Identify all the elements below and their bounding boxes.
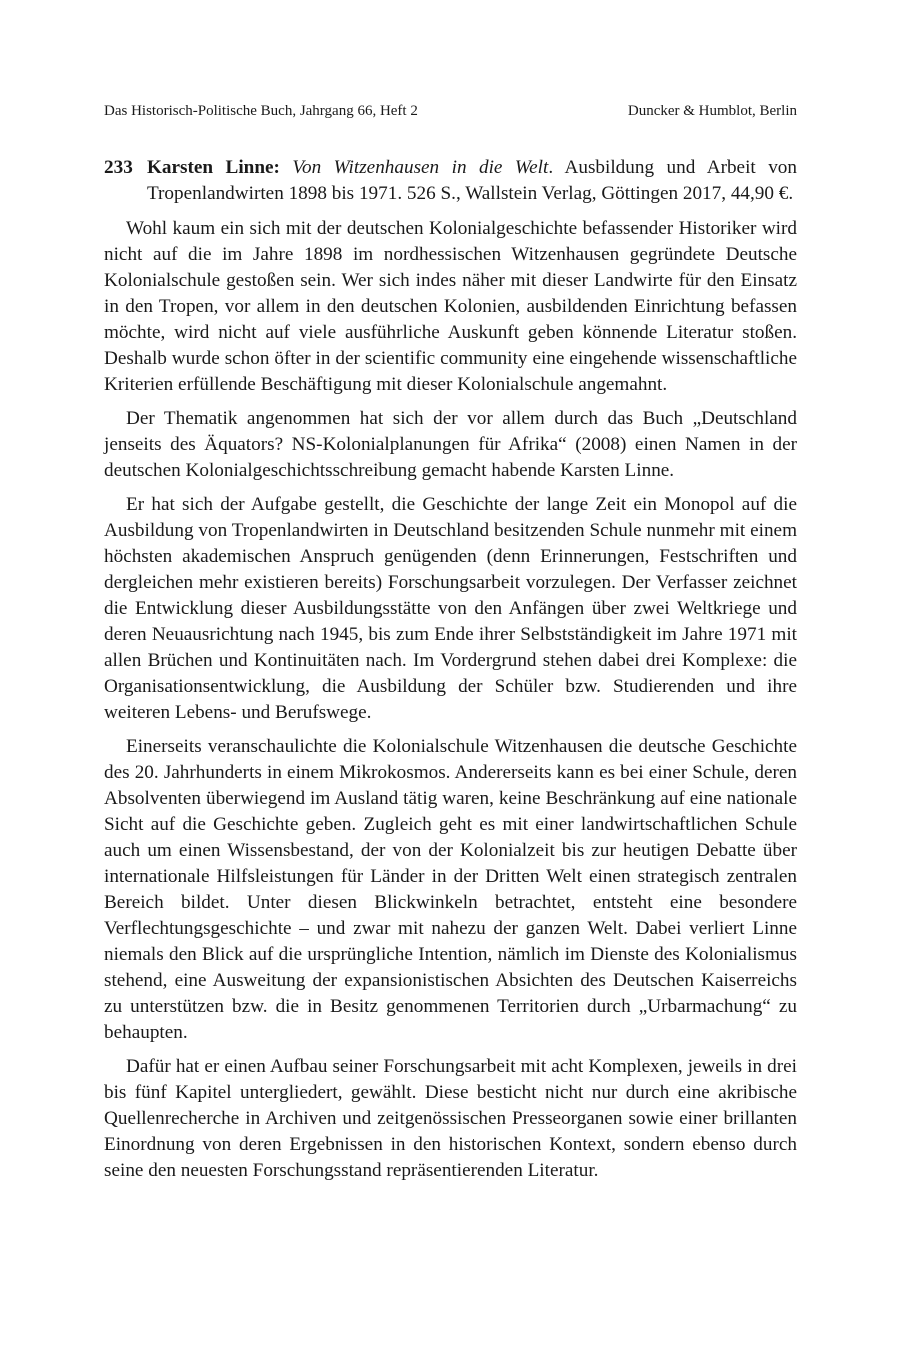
entry-author: Karsten Linne: xyxy=(147,157,280,178)
paragraph-3: Er hat sich der Aufgabe gestellt, die Geschichte der lange Zeit ein Monopol auf die Ausbildung von Tropenlandwirten in Deutschland besitzenden Schule nunmehr mit einem höchsten akademischen Anspruch genügenden (denn Erinnerungen, Festschriften und dergleichen mehr existieren bereits) Forschungsarbeit vorzulegen. Der Verfasser zeichnet die Entwicklung dieser Ausbildungsstätte von den Anfängen über zwei Weltkriege und deren Neuausrichtung nach 1945, bis zum Ende ihrer Selbstständigkeit im Jahre 1971 mit allen Brüchen und Kontinuitäten nach. Im Vordergrund stehen dabei drei Komplexe: die Organisationsentwicklung, die Ausbildung der Schüler bzw. Studierenden und ihre weiteren Lebens- und Berufswege. xyxy=(104,494,797,723)
entry-number: 233 xyxy=(104,157,133,178)
paragraph-2: Der Thematik angenommen hat sich der vor allem durch das Buch „Deutschland jenseits des Äquators? NS-Kolonialplanungen für Afrika“ (2008) einen Namen in der deutschen Kolonialgeschichtsschreibung gemacht habende Karsten Linne. xyxy=(104,408,797,481)
entry-details: . Ausbildung und Arbeit von Tropenlandwirten 1898 bis 1971. 526 S., Wallstein Verlag, Göttingen 2017, 44,90 €. xyxy=(147,157,797,204)
publisher: Duncker & Humblot, Berlin xyxy=(627,103,797,119)
paragraph-4: Einerseits veranschaulichte die Kolonialschule Witzenhausen die deutsche Geschichte des 20. Jahrhunderts in einem Mikrokosmos. Andererseits kann es bei einer Schule, deren Absolventen überwiegend im Ausland tätig waren, keine Beschränkung auf eine nationale Sicht auf die Geschichte geben. Zugleich geht es mit einer landwirtschaftlichen Schule auch um einen Wissensbestand, der von der Kolonialzeit bis zur heutigen Debatte über internationale Hilfsleistungen für Länder in der Dritten Welt einen strategisch zentralen Bereich bildet. Unter diesen Blickwinkeln betrachtet, entsteht eine besondere Verflechtungsgeschichte – und zwar mit nahezu der ganzen Welt. Dabei verliert Linne niemals den Blick auf die ursprüngliche Intention, nämlich im Dienste des Kolonialismus stehend, eine Ausweitung der expansionistischen Absichten des Deutschen Kaiserreichs zu unterstützen bzw. die in Besitz genommenen Territorien durch „Urbarmachung“ zu behaupten. xyxy=(104,736,797,1043)
entry-title: Von Witzenhausen in die Welt xyxy=(292,157,549,178)
review-entry xyxy=(104,155,797,1192)
paragraph-5: Dafür hat er einen Aufbau seiner Forschungsarbeit mit acht Komplexen, jeweils in drei bis fünf Kapitel untergliedert, gewählt. Diese besticht nicht nur durch eine akribische Quellenrecherche in Archiven und zeitgenössischen Presseorganen sowie einer brillanten Einordnung von deren Ergebnissen in den historischen Kontext, sondern ebenso durch seine den neuesten Forschungsstand repräsentierenden Literatur. xyxy=(104,1056,797,1181)
running-header xyxy=(104,101,797,121)
entry-heading xyxy=(104,155,797,207)
paragraph-1: Wohl kaum ein sich mit der deutschen Kolonialgeschichte befassender Historiker wird nicht auf die im Jahre 1898 im nordhessischen Witzenhausen gegründete Deutsche Kolonialschule gestoßen sein. Wer sich indes näher mit dieser Landwirte für den Einsatz in den Tropen, vor allem in den deutschen Kolonien, ausbildenden Einrichtung befassen möchte, wird nicht auf viele ausführliche Auskunft geben könnende Literatur stoßen. Deshalb wurde schon öfter in der scientific community eine eingehende wissenschaftliche Kriterien erfüllende Beschäftigung mit dieser Kolonialschule angemahnt. xyxy=(104,218,797,395)
journal-title: Das Historisch-Politische Buch, Jahrgang 66, Heft 2 xyxy=(104,103,418,119)
